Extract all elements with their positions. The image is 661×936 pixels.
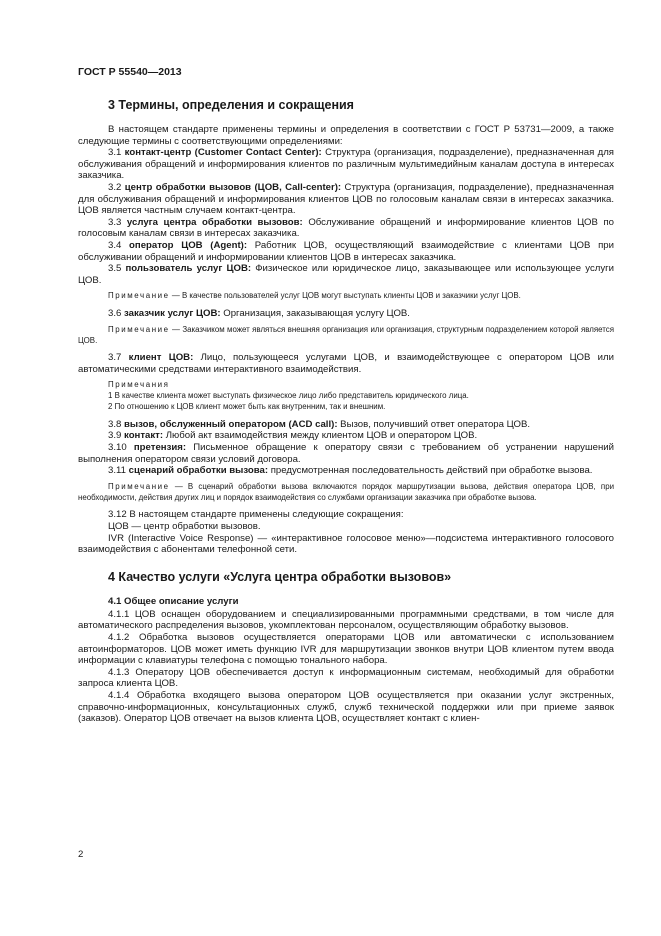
term-3-10: 3.10 претензия: Письменное обращение к оператору связи с требованием об устранении нарушений выполнения оператором связи условий договора. — [78, 442, 614, 465]
term-3-9: 3.9 контакт: Любой акт взаимодействия между клиентом ЦОВ и оператором ЦОВ. — [108, 430, 478, 442]
section-3-title: 3 Термины, определения и сокращения — [108, 98, 354, 112]
term-3-4: 3.4 оператор ЦОВ (Agent): Работник ЦОВ, осуществляющий взаимодействие с клиентами ЦОВ при обслуживании обращений и информировании клиентов ЦОВ в интересах заказчика. — [78, 239, 614, 263]
term-3-1: 3.1 контакт-центр (Customer Contact Center): Структура (организация, подразделение), предназначенная для обслуживания обращений и информирования клиентов по различным мультимедийным каналам доступа в интересах заказчика. — [78, 147, 614, 182]
para-4-1-1: 4.1.1 ЦОВ оснащен оборудованием и специализированными программными средствами, в том числе для автоматического распределения вызовов, укомплектован персоналом, осуществляющим обработку вызовов. — [78, 608, 614, 632]
term-3-5: 3.5 пользователь услуг ЦОВ: Физическое или юридическое лицо, заказывающее или использующее услуги ЦОВ. — [78, 263, 615, 286]
section-3-intro: В настоящем стандарте применены термины и определения в соответствии с ГОСТ Р 53731—2009, а также следующие термины с соответствующими определениями: — [78, 124, 614, 147]
note-3-5: Примечание — В качестве пользователей услуг ЦОВ могут выступать клиенты ЦОВ и заказчики услуг ЦОВ. — [108, 291, 521, 301]
para-4-1-3: 4.1.3 Оператору ЦОВ обеспечивается доступ к информационным системам, необходимый для обработки запроса клиента ЦОВ. — [78, 666, 614, 690]
term-3-8: 3.8 вызов, обслуженный оператором (ACD call): Вызов, получивший ответ оператора ЦОВ. — [108, 418, 531, 430]
notes-label: Примечания — [108, 380, 170, 390]
subsection-4-1-title: 4.1 Общее описание услуги — [108, 595, 239, 607]
term-3-2: 3.2 центр обработки вызовов (ЦОВ, Call-center): Структура (организация, подразделение), предназначенная для обслуживания обращений и информирования клиентов ЦОВ по голосовым каналам связи в интересах заказчика. ЦОВ является частным случаем контакт-центра. — [78, 181, 615, 217]
note-item: 2 По отношению к ЦОВ клиент может быть как внутренним, так и внешним. — [108, 402, 386, 412]
abbr-intro: 3.12 В настоящем стандарте применены следующие сокращения: — [108, 509, 404, 521]
term-3-3: 3.3 услуга центра обработки вызовов: Обслуживание обращений и информирование клиентов ЦОВ по голосовым каналам связи в интересах заказчика. — [78, 216, 614, 240]
note-3-6: Примечание — Заказчиком может являться внешняя организация или организация, структурным подразделением которой является ЦОВ. — [78, 324, 614, 345]
document-page — [78, 66, 614, 725]
document-header: ГОСТ Р 55540—2013 — [78, 66, 182, 78]
para-4-1-2: 4.1.2 Обработка вызовов осуществляется операторами ЦОВ или автоматически с использованием автоинформаторов. ЦОВ может иметь функцию IVR для маршрутизации звонков внутри ЦОВ клиентом путем ввода информации с клавиатуры телефона с помощью тонального набора. — [78, 632, 614, 667]
abbr-item: ЦОВ — центр обработки вызовов. — [108, 521, 261, 533]
abbr-item: IVR (Interactive Voice Response) — «интерактивное голосовое меню»—подсистема интерактивного голосового взаимодействия с абонентами телефонной сети. — [78, 532, 614, 556]
term-3-6: 3.6 заказчик услуг ЦОВ: Организация, заказывающая услугу ЦОВ. — [108, 308, 410, 320]
para-4-1-4: 4.1.4 Обработка входящего вызова оператором ЦОВ осуществляется при оказании услуг экстренных, справочно-информационных, консультационных служб, служб технической поддержки или при приеме заявок (заказов). Оператор ЦОВ отвечает на вызов клиента ЦОВ, осуществляет контакт с клиен- — [78, 689, 614, 725]
term-3-7: 3.7 клиент ЦОВ: Лицо, пользующееся услугами ЦОВ, и взаимодействующее с оператором ЦОВ или автоматическими средствами интерактивного взаимодействия. — [78, 352, 614, 375]
note-item: 1 В качестве клиента может выступать физическое лицо либо представитель юридического лица. — [108, 391, 469, 401]
notes-3-7 — [78, 380, 614, 412]
term-3-11: 3.11 сценарий обработки вызова: предусмотренная последовательность действий при обработке вызова. — [108, 465, 593, 477]
note-3-11: Примечание — В сценарий обработки вызова включаются порядок маршрутизации вызова, действия оператора ЦОВ, при необходимости, действия других лиц и порядок взаимодействия со службами организации заказчика при обработке вызова. — [78, 481, 614, 502]
section-4-title: 4 Качество услуги «Услуга центра обработки вызовов» — [108, 569, 452, 584]
page-number: 2 — [78, 849, 84, 860]
